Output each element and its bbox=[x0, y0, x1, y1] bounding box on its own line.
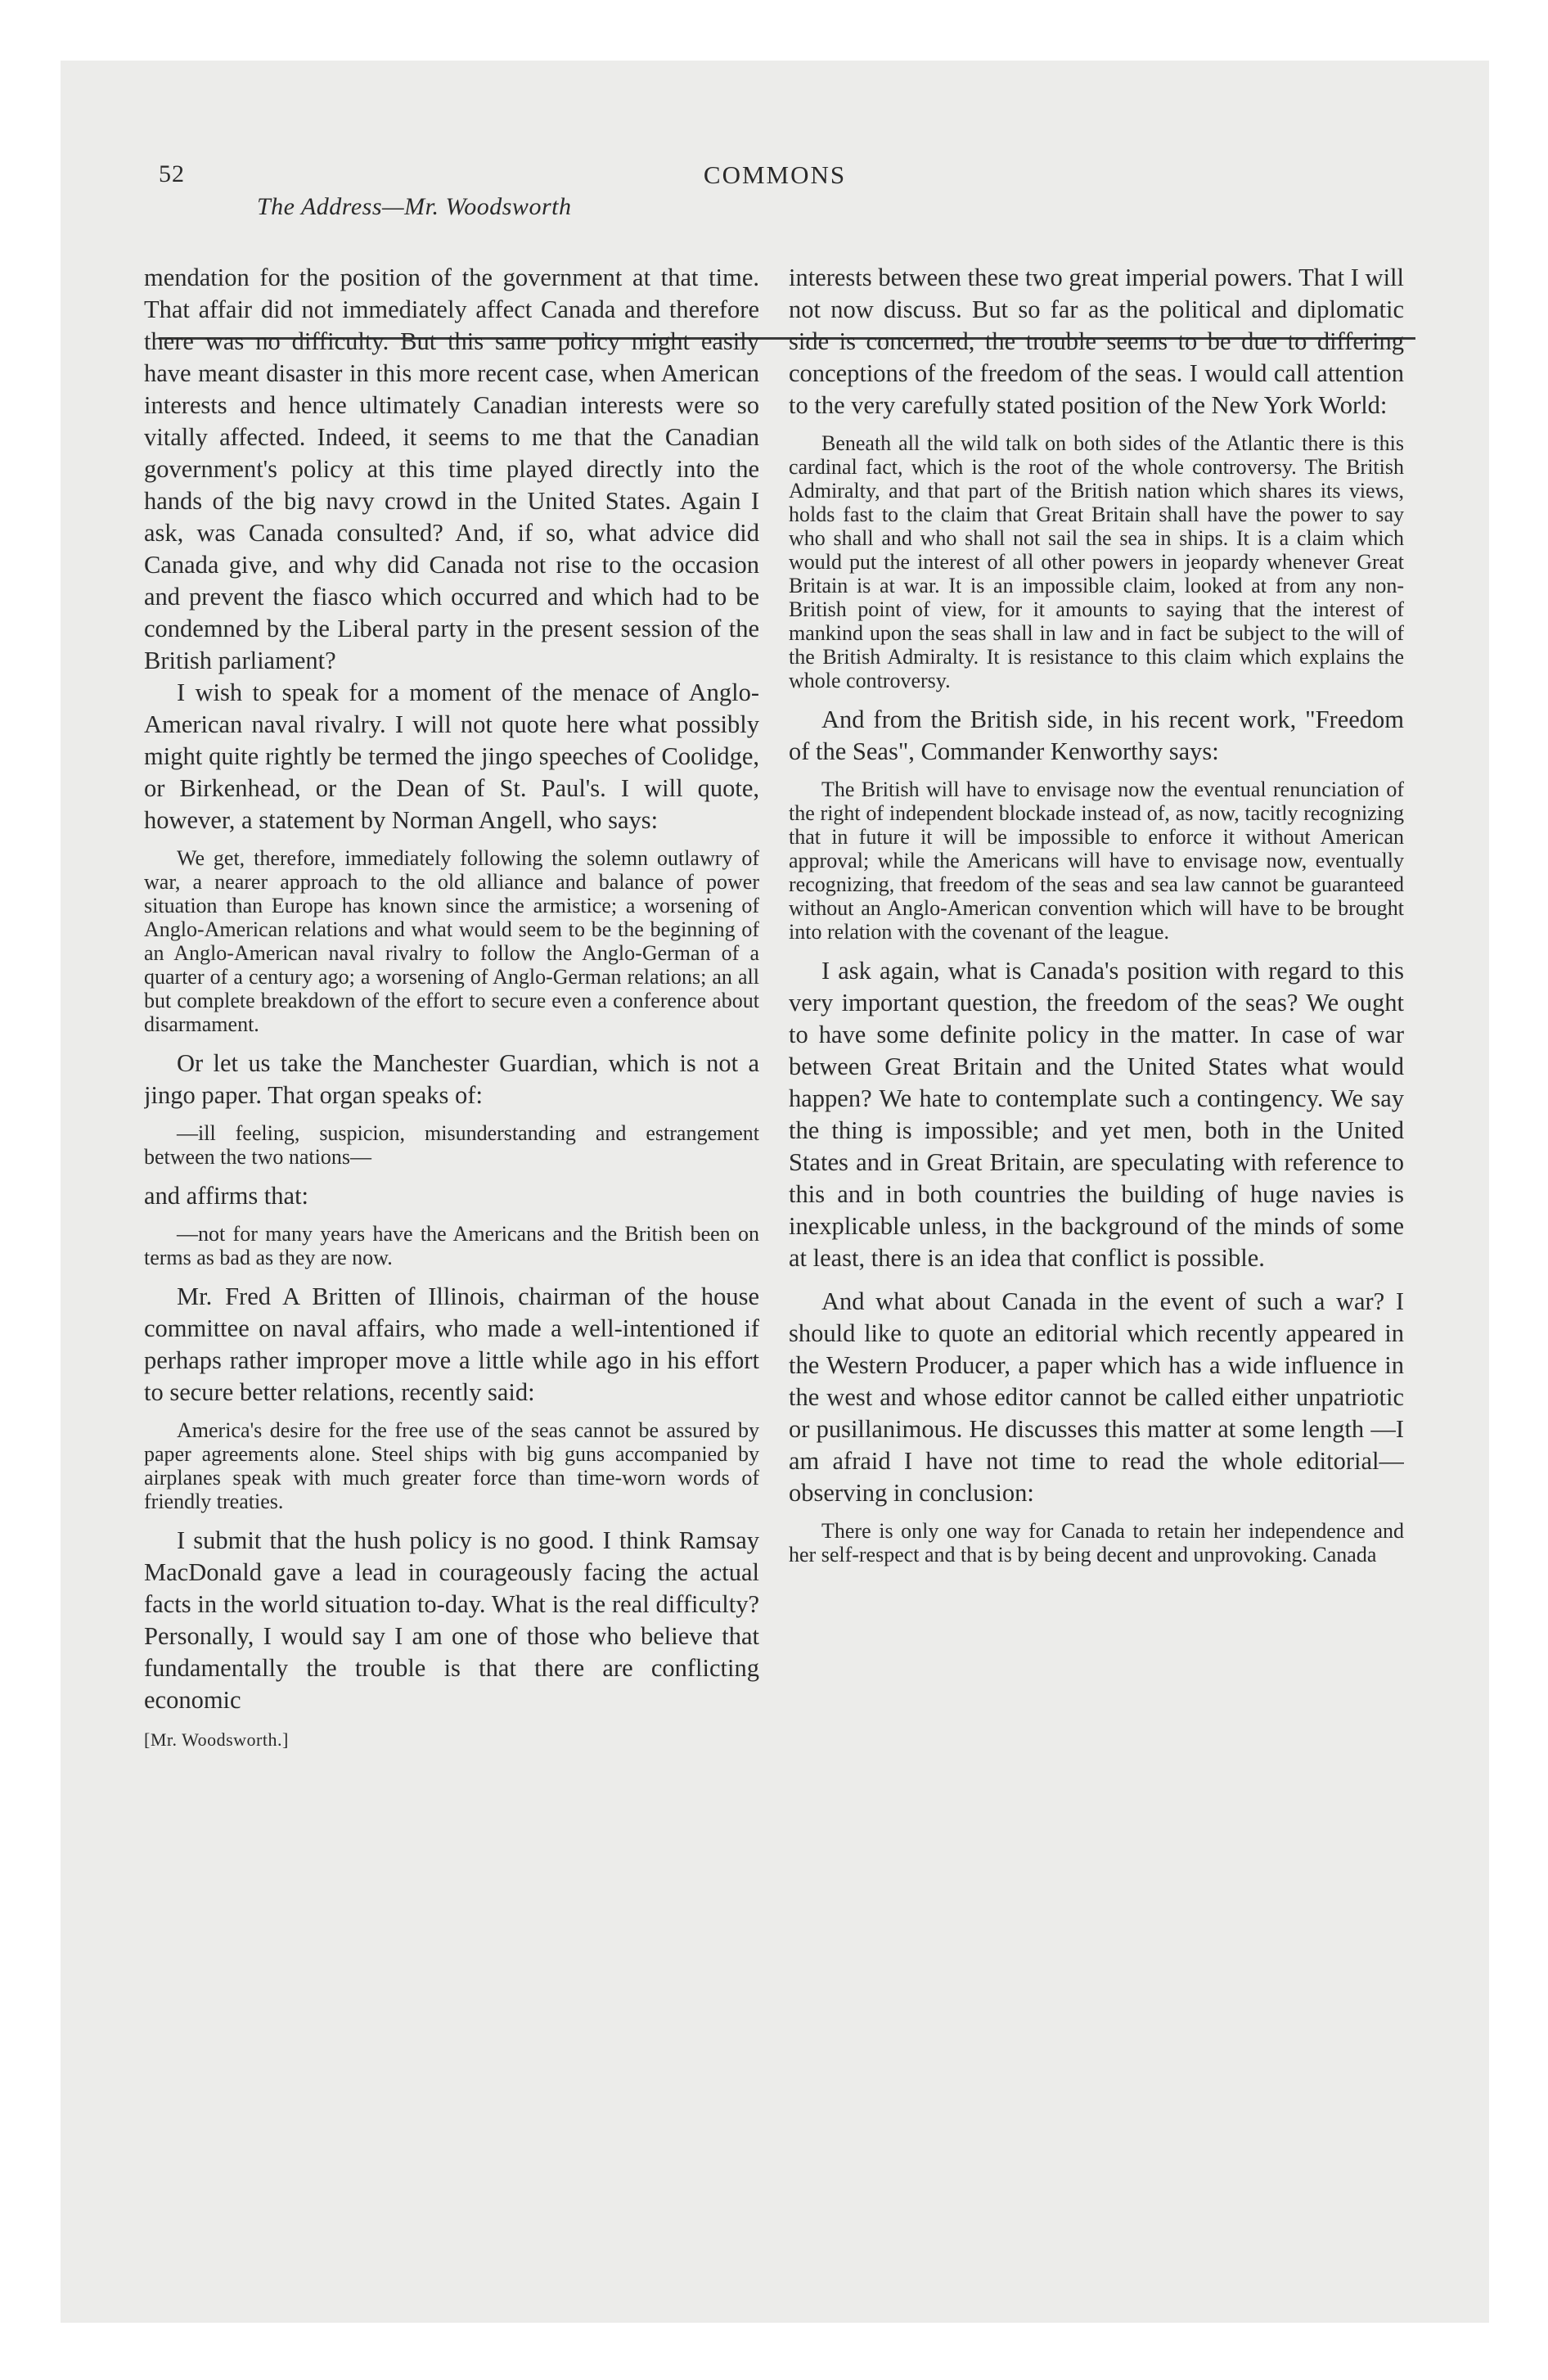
block-quote: Beneath all the wild talk on both sides of the Atlantic there is this cardinal fact, which is the root of the whole controversy. The British Admiralty, and that part of the British nation which shares its views, holds fast to the claim that Great Britain shall have the power to say who shall and who shall not sail the sea in ships. It is a claim which would put the interest of all other powers in jeopardy whenever Great Britain is at war. It is an impossible claim, looked at from any non-British point of view, for it amounts to saying that the interest of mankind upon the seas shall in law and in fact be subject to the will of the British Admiralty. It is resistance to this claim which explains the whole controversy. bbox=[789, 431, 1404, 692]
speaker-footnote: [Mr. Woodsworth.] bbox=[144, 1729, 289, 1750]
block-quote: —not for many years have the Americans and the British been on terms as bad as they are now. bbox=[144, 1222, 759, 1269]
block-quote: We get, therefore, immediately following the solemn outlawry of war, a nearer approach to the old alliance and balance of power situation than Europe has known since the armistice; a worsening of Anglo-American relations and what would seem to be the beginning of an Anglo-American naval rivalry to follow the Anglo-German of a quarter of a century ago; a worsening of Anglo-German relations; an all but complete breakdown of the effort to secure even a conference about disarmament. bbox=[144, 846, 759, 1036]
block-quote: —ill feeling, suspicion, misunderstanding and estrangement between the two nations— bbox=[144, 1121, 759, 1169]
running-subtitle: The Address—Mr. Woodsworth bbox=[257, 193, 572, 220]
paragraph: and affirms that: bbox=[144, 1182, 309, 1210]
scanned-page bbox=[61, 61, 1489, 2323]
paragraph: I submit that the hush policy is no good. I think Ramsay MacDonald gave a lead in courageously facing the actual facts in the world situation to-day. What is the real difficulty? Personally, I would say I am one of those who believe that fundamentally the trouble is that there are conflicting economic bbox=[144, 1526, 759, 1714]
running-title: COMMONS bbox=[703, 160, 847, 189]
paragraph: I wish to speak for a moment of the menace of Anglo-American naval rivalry. I will not quote here what possibly might quite rightly be termed the jingo speeches of Coolidge, or Birkenhead, or the Dean of St. Paul's. I will quote, however, a statement by Norman Angell, who says: bbox=[144, 678, 759, 834]
right-column bbox=[789, 262, 1404, 2210]
block-quote: The British will have to envisage now the eventual renunciation of the right of independent blockade instead of, as now, tacitly recognizing that in future it will be impossible to enforce it without American approval; while the Americans will have to envisage now, eventually recognizing, that freedom of the seas and sea law cannot be guaranteed without an Anglo-American convention which will have to be brought into relation with the covenant of the league. bbox=[789, 778, 1404, 944]
paragraph: mendation for the position of the government at that time. That affair did not immediately affect Canada and therefore there was no difficulty. But this same policy might easily have meant disaster in this more recent case, when American interests and hence ultimately Canadian interests were so vitally affected. Indeed, it seems to me that the Canadian government's policy at this time played directly into the hands of the big navy crowd in the United States. Again I ask, was Canada consulted? And, if so, what advice did Canada give, and why did Canada not rise to the occasion and prevent the fiasco which occurred and which had to be condemned by the Liberal party in the present session of the British parliament? bbox=[144, 264, 759, 674]
paragraph: And from the British side, in his recent work, "Freedom of the Seas", Commander Kenworthy says: bbox=[789, 705, 1404, 765]
block-quote: There is only one way for Canada to retain her independence and her self-respect and that is by being decent and unprovoking. Canada bbox=[789, 1519, 1404, 1566]
paragraph: I ask again, what is Canada's position with regard to this very important question, the freedom of the seas? We ought to have some definite policy in the matter. In case of war between Great Britain and the United States what would happen? We hate to contemplate such a contingency. We say the thing is impossible; and yet men, both in the United States and in Great Britain, are speculating with reference to this and in both countries the building of huge navies is inexplicable unless, in the background of the minds of some at least, there is an idea that conflict is possible. bbox=[789, 957, 1404, 1272]
paragraph: Or let us take the Manchester Guardian, which is not a jingo paper. That organ speaks of: bbox=[144, 1049, 759, 1109]
block-quote: America's desire for the free use of the seas cannot be assured by paper agreements alone. Steel ships with big guns accompanied by airplanes speak with much greater force than time-worn words of friendly treaties. bbox=[144, 1418, 759, 1513]
paragraph: Mr. Fred A Britten of Illinois, chairman of the house committee on naval affairs, who made a well-intentioned if perhaps rather improper move a little while ago in his effort to secure better relations, recently said: bbox=[144, 1282, 759, 1406]
page-number: 52 bbox=[159, 160, 185, 187]
paragraph: interests between these two great imperial powers. That I will not now discuss. But so far as the political and diplomatic side is concerned, the trouble seems to be due to differing conceptions of the freedom of the seas. I would call attention to the very carefully stated position of the New York World: bbox=[789, 264, 1404, 419]
left-column bbox=[144, 262, 759, 2210]
paragraph: And what about Canada in the event of such a war? I should like to quote an editorial which recently appeared in the Western Producer, a paper which has a wide influence in the west and whose editor cannot be called either unpatriotic or pusillanimous. He discusses this matter at some length —I am afraid I have not time to read the whole editorial—observing in conclusion: bbox=[789, 1287, 1404, 1507]
